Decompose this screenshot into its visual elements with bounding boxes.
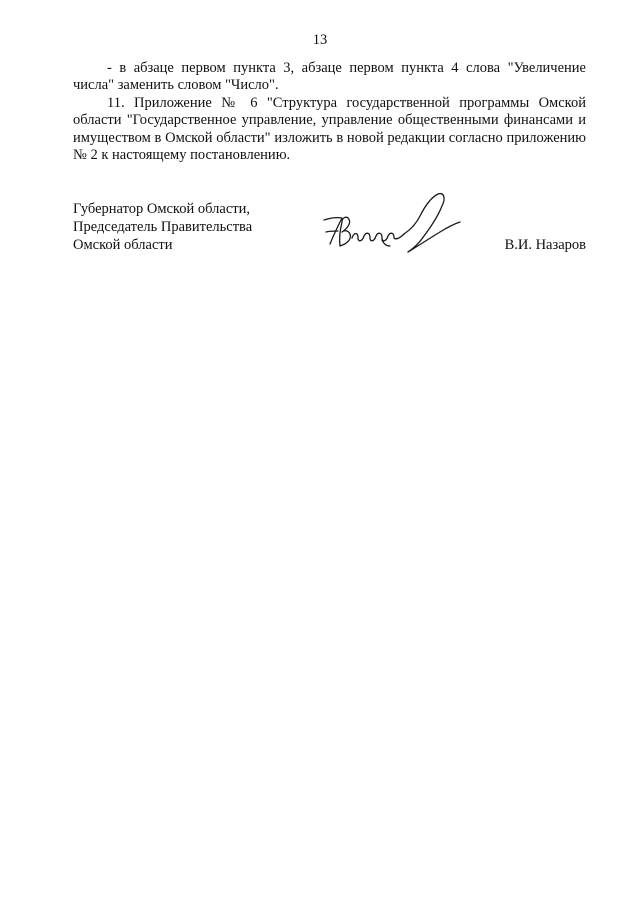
paragraph-item-11: 11. Приложение № 6 "Структура государственной программы Омской области "Государственное управление, управление общественными финансами и имуществом в Омской области" изложить в новой редакции согласно приложению № 2 к настоящему постановлению. [73, 94, 586, 164]
handwritten-signature [320, 188, 470, 266]
signer-position-line-2: Председатель Правительства [73, 219, 253, 235]
signer-position-line-3: Омской области [73, 237, 173, 253]
document-body [73, 60, 586, 164]
signer-position [73, 200, 252, 254]
page-number: 13 [312, 32, 328, 48]
paragraph-amendment-words: - в абзаце первом пункта 3, абзаце первом пункта 4 слова "Увеличение числа" заменить словом "Число". [73, 60, 586, 94]
signer-position-line-1: Губернатор Омской области, [73, 201, 250, 217]
signature-block [73, 200, 586, 270]
signer-name: В.И. Назаров [504, 237, 586, 253]
